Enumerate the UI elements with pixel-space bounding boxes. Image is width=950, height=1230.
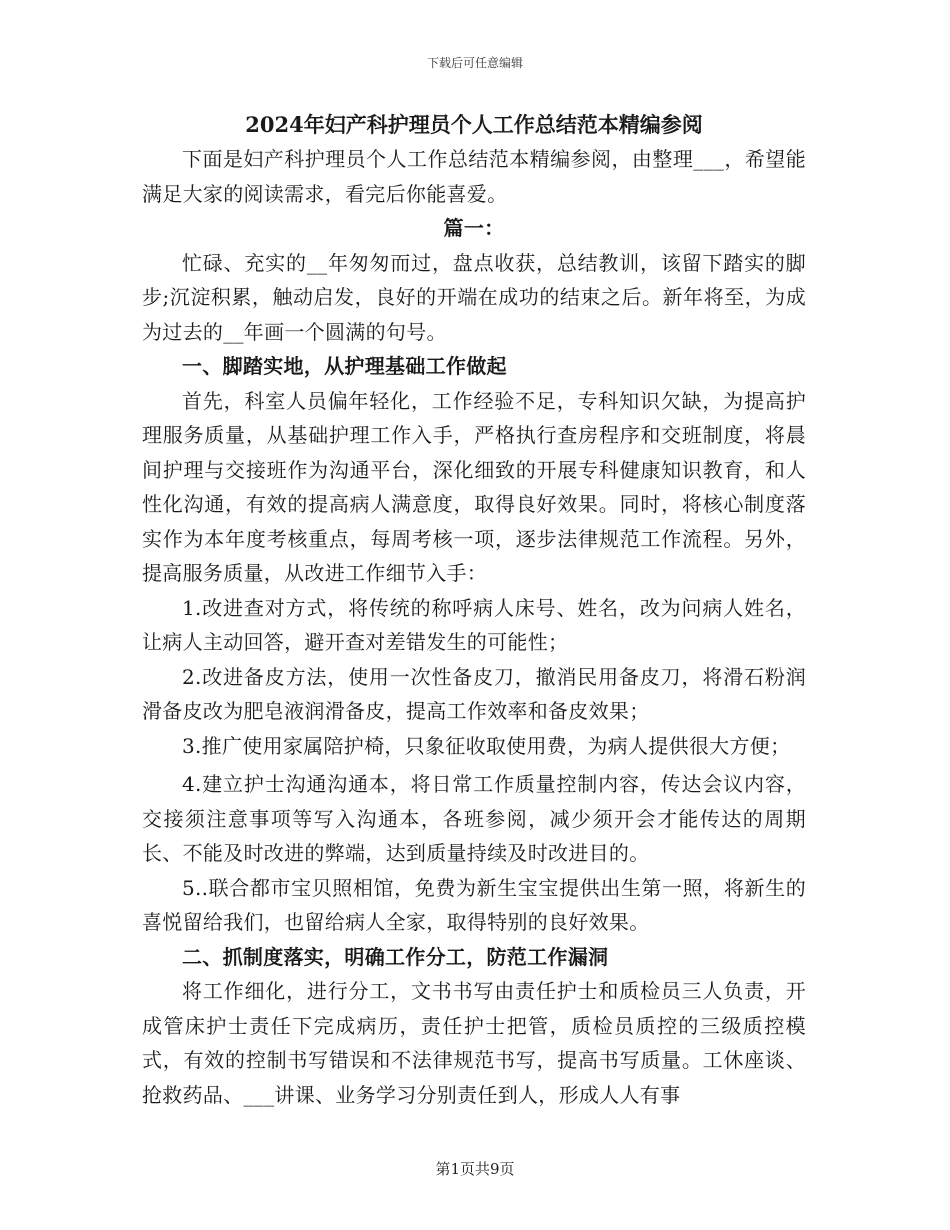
intro-paragraph: 下面是妇产科护理员个人工作总结范本精编参阅，由整理___，希望能满足大家的阅读需求，看完后你能喜爱。 xyxy=(142,147,806,206)
list-item: 3.推广使用家属陪护椅，只象征收取使用费，为病人提供很大方便； xyxy=(182,733,791,758)
list-item: 5..联合都市宝贝照相馆，免费为新生宝宝提供出生第一照，将新生的喜悦留给我们，也留给病人全家，取得特别的良好效果。 xyxy=(142,875,806,934)
page-header-note: 下载后可任意编辑 xyxy=(426,56,523,70)
list-item: 4.建立护士沟通沟通本，将日常工作质量控制内容，传达会议内容，交接须注意事项等写入沟通本，各班参阅，减少须开会才能传达的周期长、不能及时改进的弊端，达到质量持续及时改进目的。 xyxy=(142,772,806,865)
paragraph-two: 将工作细化，进行分工，文书书写由责任护士和质检员三人负责，开成管床护士责任下完成病历，责任护士把管，质检员质控的三级质控模式，有效的控制书写错误和不法律规范书写，提高书写质量。工休座谈、抢救药品、___讲课、业务学习分别责任到人，形成人人有事 xyxy=(142,979,806,1107)
heading-one: 一、脚踏实地，从护理基础工作做起 xyxy=(182,354,507,378)
list-item: 1.改进查对方式，将传统的称呼病人床号、姓名，改为问病人姓名，让病人主动回答，避开查对差错发生的可能性； xyxy=(142,595,806,654)
document-body xyxy=(142,108,806,1112)
document-title: 2024年妇产科护理员个人工作总结范本精编参阅 xyxy=(245,112,703,137)
list-item: 2.改进备皮方法，使用一次性备皮刀，撤消民用备皮刀，将滑石粉润滑备皮改为肥皂液润滑备皮，提高工作效率和备皮效果； xyxy=(142,664,806,723)
heading-two: 二、抓制度落实，明确工作分工，防范工作漏洞 xyxy=(182,944,609,969)
opening-paragraph: 忙碌、充实的__年匆匆而过，盘点收获，总结教训，该留下踏实的脚步;沉淀积累，触动启发，良好的开端在成功的结束之后。新年将至，为成为过去的__年画一个圆满的句号。 xyxy=(142,250,806,344)
paragraph-one: 首先，科室人员偏年轻化，工作经验不足，专科知识欠缺，为提高护理服务质量，从基础护理工作入手，严格执行查房程序和交班制度，将晨间护理与交接班作为沟通平台，深化细致的开展专科健康知识教育，和人性化沟通，有效的提高病人满意度，取得良好效果。同时，将核心制度落实作为本年度考核重点，每周考核一项，逐步法律规范工作流程。另外，提高服务质量，从改进工作细节入手： xyxy=(142,388,806,585)
section-label: 篇一： xyxy=(443,216,505,240)
page-footer-number: 第1页共9页 xyxy=(435,1160,515,1178)
